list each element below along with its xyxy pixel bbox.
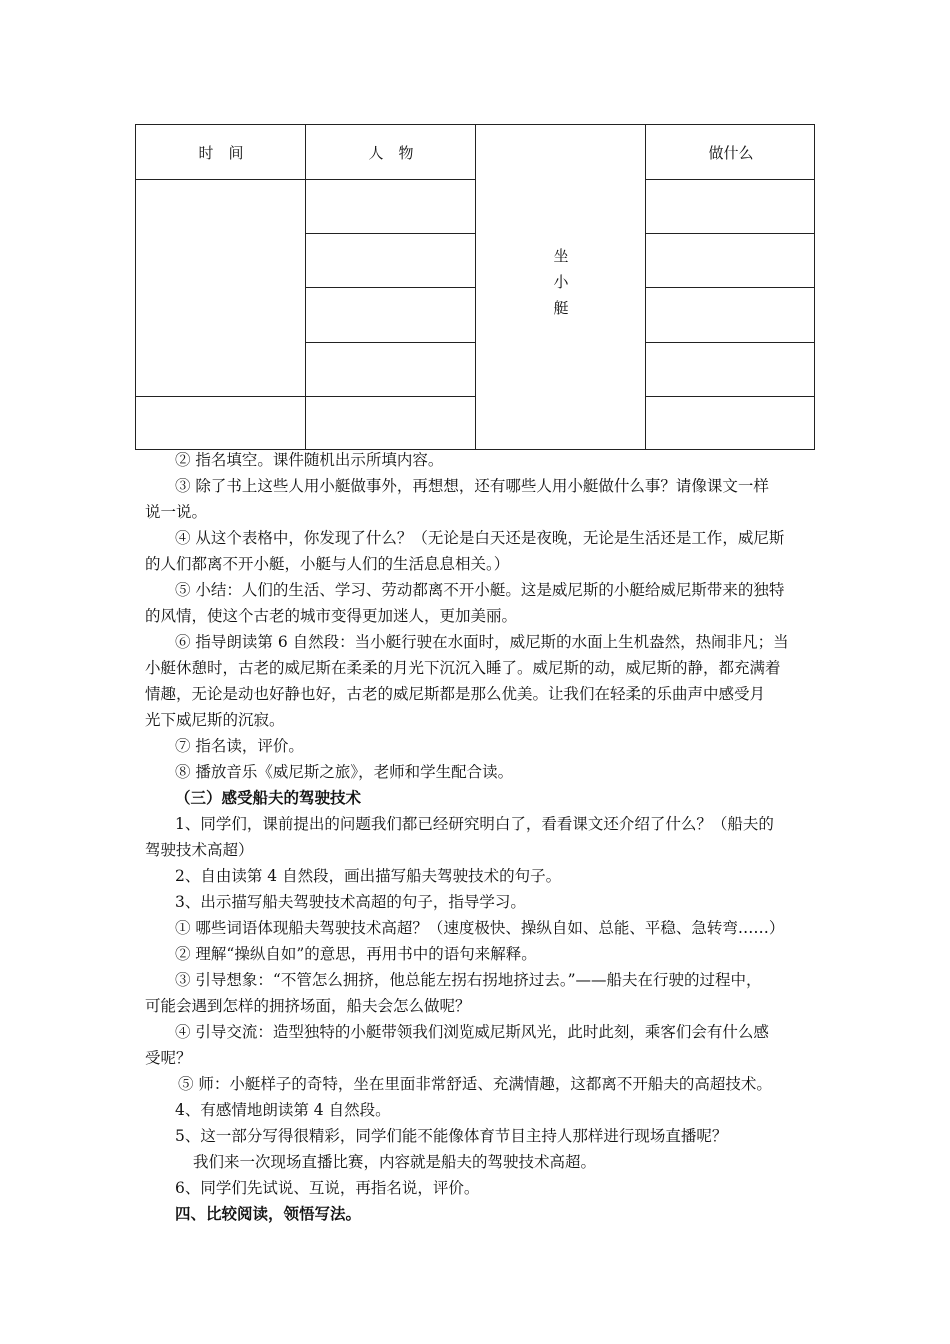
header-action: 做什么 [708, 143, 754, 162]
section-heading: （三）感受船夫的驾驶技术 [175, 788, 362, 807]
ride-boat-char: 艇 [553, 299, 569, 317]
table-divider [645, 179, 815, 180]
ride-boat-char: 小 [553, 273, 569, 291]
text-line: 光下威尼斯的沉寂。 [145, 711, 285, 729]
text-line: ② 指名填空。课件随机出示所填内容。 [175, 451, 444, 469]
text-line: ⑦ 指名读，评价。 [175, 737, 304, 755]
section-heading: 四、比较阅读，领悟写法。 [175, 1204, 362, 1223]
table-divider [645, 287, 815, 288]
table-divider [305, 287, 476, 288]
table-divider [136, 179, 476, 180]
text-line: ③ 引导想象：“不管怎么拥挤，他总能左拐右拐地挤过去。”——船夫在行驶的过程中， [175, 971, 762, 989]
header-people: 人 物 [368, 143, 414, 162]
text-line: 我们来一次现场直播比赛，内容就是船夫的驾驶技术高超。 [193, 1153, 597, 1171]
ride-boat-char: 坐 [553, 247, 569, 265]
text-line: 4、有感情地朗读第 4 自然段。 [175, 1101, 391, 1119]
text-line: 受呢？ [145, 1049, 192, 1067]
table-divider [136, 396, 306, 397]
text-line: ④ 引导交流：造型独特的小艇带领我们浏览威尼斯风光，此时此刻，乘客们会有什么感 [175, 1023, 769, 1041]
activity-table [135, 124, 815, 450]
text-line: ③ 除了书上这些人用小艇做事外，再想想，还有哪些人用小艇做什么事？请像课文一样 [175, 477, 769, 495]
text-line: ⑥ 指导朗读第 6 自然段：当小艇行驶在水面时，威尼斯的水面上生机盎然，热闹非凡；当 [175, 633, 789, 651]
text-line: 说一说。 [145, 503, 208, 521]
table-divider [645, 342, 815, 343]
text-line: 情趣，无论是动也好静也好，古老的威尼斯都是那么优美。让我们在轻柔的乐曲声中感受月 [145, 685, 766, 703]
text-line: ⑤ 小结：人们的生活、学习、劳动都离不开小艇。这是威尼斯的小艇给威尼斯带来的独特 [175, 581, 785, 599]
text-line: 3、出示描写船夫驾驶技术高超的句子，指导学习。 [175, 893, 526, 911]
text-line: 驾驶技术高超） [145, 841, 254, 859]
table-divider [305, 396, 476, 397]
text-line: 5、这一部分写得很精彩，同学们能不能像体育节目主持人那样进行现场直播呢？ [175, 1127, 728, 1145]
text-line: 1、同学们，课前提出的问题我们都已经研究明白了，看看课文还介绍了什么？（船夫的 [175, 815, 774, 833]
table-divider [305, 233, 476, 234]
table-divider [645, 396, 815, 397]
table-divider [645, 233, 815, 234]
header-time: 时 间 [198, 143, 244, 162]
text-line: 小艇休憩时，古老的威尼斯在柔柔的月光下沉沉入睡了。威尼斯的动，威尼斯的静，都充满着 [145, 659, 781, 677]
text-line: ④ 从这个表格中，你发现了什么？（无论是白天还是夜晚，无论是生活还是工作，威尼斯 [175, 529, 785, 547]
text-line: 2、自由读第 4 自然段，画出描写船夫驾驶技术的句子。 [175, 867, 562, 885]
text-line: 的人们都离不开小艇，小艇与人们的生活息息相关。） [145, 555, 510, 573]
text-line: 的风情，使这个古老的城市变得更加迷人，更加美丽。 [145, 607, 518, 625]
text-line: ② 理解“操纵自如”的意思，再用书中的语句来解释。 [175, 945, 537, 963]
table-divider [305, 342, 476, 343]
text-line: ① 哪些词语体现船夫驾驶技术高超？（速度极快、操纵自如、总能、平稳、急转弯……） [175, 919, 785, 937]
text-line: ⑤ 师：小艇样子的奇特，坐在里面非常舒适、充满情趣，这都离不开船夫的高超技术。 [178, 1075, 772, 1093]
text-line: ⑧ 播放音乐《威尼斯之旅》，老师和学生配合读。 [175, 763, 514, 781]
ride-boat-label [476, 243, 646, 321]
text-line: 6、同学们先试说、互说，再指名说，评价。 [175, 1179, 480, 1197]
text-line: 可能会遇到怎样的拥挤场面，船夫会怎么做呢？ [145, 997, 471, 1015]
